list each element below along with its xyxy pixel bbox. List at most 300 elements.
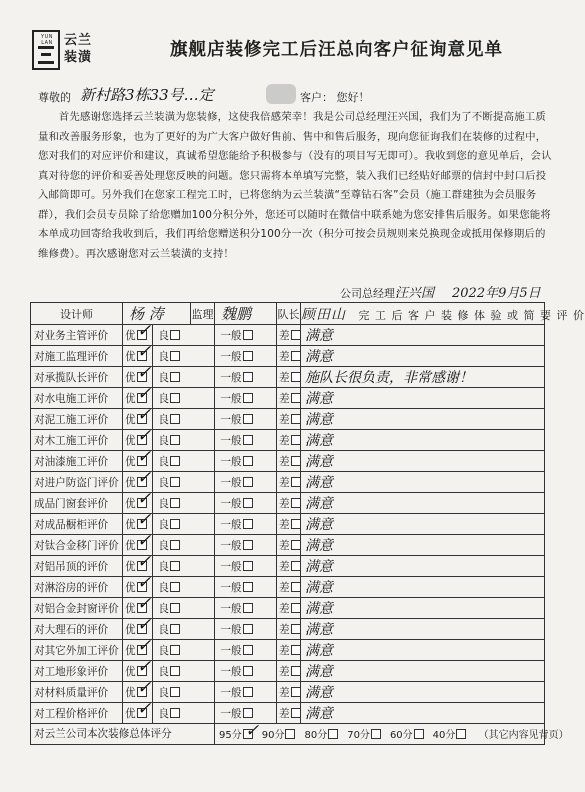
checkbox-bad[interactable] bbox=[291, 624, 301, 634]
option-normal[interactable] bbox=[215, 514, 277, 535]
checkbox-fine[interactable] bbox=[170, 645, 180, 655]
option-normal[interactable] bbox=[215, 598, 277, 619]
checkmark-icon: ✓ bbox=[137, 573, 152, 593]
checkbox-bad[interactable] bbox=[291, 540, 301, 550]
evaluation-row bbox=[31, 661, 545, 682]
checkbox-bad[interactable] bbox=[291, 498, 301, 508]
checkbox-normal[interactable] bbox=[243, 645, 253, 655]
option-good-label: 优 bbox=[125, 707, 136, 720]
option-bad[interactable] bbox=[277, 514, 301, 535]
option-fine-label: 良 bbox=[158, 413, 169, 426]
checkbox-normal[interactable] bbox=[243, 351, 253, 361]
checkbox-fine[interactable] bbox=[170, 603, 180, 613]
checkbox-fine[interactable] bbox=[170, 435, 180, 445]
score-option[interactable] bbox=[304, 730, 338, 741]
row-remark[interactable]: 施队长很负责，非常感谢！ bbox=[301, 367, 545, 388]
row-remark[interactable]: 满意 bbox=[301, 598, 545, 619]
row-remark[interactable]: 满意 bbox=[301, 535, 545, 556]
row-remark[interactable]: 满意 bbox=[301, 325, 545, 346]
option-normal[interactable] bbox=[215, 367, 277, 388]
option-good-label: 优 bbox=[125, 665, 136, 678]
table-header-row bbox=[31, 303, 545, 325]
option-bad[interactable] bbox=[277, 640, 301, 661]
option-normal[interactable] bbox=[215, 451, 277, 472]
score-option-label: 40分 bbox=[432, 730, 456, 742]
option-good-label: 优 bbox=[125, 329, 136, 342]
score-checkbox[interactable] bbox=[328, 729, 338, 739]
option-fine[interactable] bbox=[153, 346, 215, 367]
checkbox-bad[interactable] bbox=[291, 687, 301, 697]
option-normal-label: 一般 bbox=[220, 665, 242, 678]
checkbox-bad[interactable] bbox=[291, 414, 301, 424]
checkbox-fine[interactable] bbox=[170, 561, 180, 571]
checkbox-normal[interactable] bbox=[243, 519, 253, 529]
option-fine[interactable] bbox=[153, 388, 215, 409]
row-label: 对成品橱柜评价 bbox=[31, 514, 123, 535]
option-bad[interactable] bbox=[277, 367, 301, 388]
row-label: 对业务主管评价 bbox=[31, 325, 123, 346]
option-normal-label: 一般 bbox=[220, 371, 242, 384]
checkbox-fine[interactable] bbox=[170, 519, 180, 529]
checkmark-icon: ✓ bbox=[137, 636, 152, 656]
evaluation-row bbox=[31, 346, 545, 367]
option-normal-label: 一般 bbox=[220, 392, 242, 405]
option-good-label: 优 bbox=[125, 392, 136, 405]
score-label: 对云兰公司本次装修总体评分 bbox=[31, 724, 215, 745]
option-normal-label: 一般 bbox=[220, 707, 242, 720]
checkbox-normal[interactable] bbox=[243, 687, 253, 697]
option-bad[interactable] bbox=[277, 682, 301, 703]
checkbox-normal[interactable] bbox=[243, 435, 253, 445]
score-option-label: 90分 bbox=[261, 730, 285, 742]
evaluation-row bbox=[31, 409, 545, 430]
option-good-label: 优 bbox=[125, 497, 136, 510]
row-remark[interactable]: 满意 bbox=[301, 409, 545, 430]
checkbox-fine[interactable] bbox=[170, 393, 180, 403]
option-bad-label: 差 bbox=[279, 623, 290, 636]
checkbox-normal[interactable] bbox=[243, 603, 253, 613]
row-label: 对工程价格评价 bbox=[31, 703, 123, 724]
checkbox-bad[interactable] bbox=[291, 393, 301, 403]
option-bad-label: 差 bbox=[279, 497, 290, 510]
option-bad-label: 差 bbox=[279, 371, 290, 384]
option-normal[interactable] bbox=[215, 472, 277, 493]
option-fine-label: 良 bbox=[158, 623, 169, 636]
score-checkbox[interactable] bbox=[371, 729, 381, 739]
checkbox-bad[interactable] bbox=[291, 330, 301, 340]
option-normal[interactable] bbox=[215, 619, 277, 640]
option-normal[interactable] bbox=[215, 409, 277, 430]
row-label: 对钛合金移门评价 bbox=[31, 535, 123, 556]
option-fine[interactable] bbox=[153, 640, 215, 661]
row-label: 对大理石的评价 bbox=[31, 619, 123, 640]
evaluation-row bbox=[31, 472, 545, 493]
option-bad[interactable] bbox=[277, 493, 301, 514]
option-bad[interactable] bbox=[277, 619, 301, 640]
option-bad-label: 差 bbox=[279, 665, 290, 678]
logo-mark bbox=[32, 30, 60, 70]
evaluation-row bbox=[31, 367, 545, 388]
checkbox-bad[interactable] bbox=[291, 666, 301, 676]
signature-line bbox=[340, 282, 570, 302]
option-bad-label: 差 bbox=[279, 518, 290, 531]
checkmark-icon: ✓ bbox=[137, 678, 152, 698]
checkbox-normal[interactable] bbox=[243, 561, 253, 571]
checkbox-normal[interactable] bbox=[243, 393, 253, 403]
checkbox-fine[interactable] bbox=[170, 540, 180, 550]
logo-brand: 云兰装潢 bbox=[64, 33, 93, 65]
option-fine[interactable] bbox=[153, 451, 215, 472]
redacted-name bbox=[266, 84, 296, 104]
score-option[interactable] bbox=[390, 730, 424, 741]
checkmark-icon: ✓ bbox=[137, 384, 152, 404]
option-normal-label: 一般 bbox=[220, 560, 242, 573]
option-normal-label: 一般 bbox=[220, 434, 242, 447]
checkbox-bad[interactable] bbox=[291, 477, 301, 487]
logo-english: YUN LAN bbox=[41, 34, 53, 46]
checkbox-fine[interactable] bbox=[170, 330, 180, 340]
option-fine[interactable] bbox=[153, 661, 215, 682]
option-bad[interactable] bbox=[277, 472, 301, 493]
checkbox-normal[interactable] bbox=[243, 372, 253, 382]
option-bad[interactable] bbox=[277, 388, 301, 409]
checkmark-icon: ✓ bbox=[137, 363, 152, 383]
letter-body bbox=[38, 108, 554, 264]
checkmark-icon: ✓ bbox=[137, 531, 152, 551]
row-label: 对进户防盗门评价 bbox=[31, 472, 123, 493]
supervisor-label: 监理 bbox=[191, 303, 215, 325]
option-bad-label: 差 bbox=[279, 434, 290, 447]
checkbox-bad[interactable] bbox=[291, 519, 301, 529]
score-option-label: 95分 bbox=[219, 730, 242, 742]
row-label: 对承揽队长评价 bbox=[31, 367, 123, 388]
option-fine[interactable] bbox=[153, 535, 215, 556]
option-fine-label: 良 bbox=[158, 434, 169, 447]
evaluation-row bbox=[31, 703, 545, 724]
company-logo bbox=[32, 30, 106, 70]
score-option[interactable] bbox=[433, 730, 467, 741]
checkbox-fine[interactable] bbox=[170, 666, 180, 676]
row-remark[interactable]: 满意 bbox=[301, 556, 545, 577]
option-good-label: 优 bbox=[125, 539, 136, 552]
designer-label: 设计师 bbox=[31, 303, 123, 325]
row-remark[interactable]: 满意 bbox=[301, 514, 545, 535]
row-label: 对铝合金封窗评价 bbox=[31, 598, 123, 619]
option-bad[interactable] bbox=[277, 577, 301, 598]
row-remark[interactable]: 满意 bbox=[301, 682, 545, 703]
option-good[interactable] bbox=[123, 699, 153, 724]
option-normal[interactable] bbox=[215, 661, 277, 682]
checkmark-icon: ✓ bbox=[137, 342, 152, 362]
option-fine[interactable] bbox=[153, 598, 215, 619]
greeting-line bbox=[38, 84, 558, 108]
checkbox-bad[interactable] bbox=[291, 435, 301, 445]
row-label: 对泥工施工评价 bbox=[31, 409, 123, 430]
option-good-label: 优 bbox=[125, 476, 136, 489]
option-fine-label: 良 bbox=[158, 371, 169, 384]
option-bad-label: 差 bbox=[279, 350, 290, 363]
checkmark-icon: ✓ bbox=[137, 489, 152, 509]
checkmark-icon: ✓ bbox=[137, 510, 152, 530]
option-fine-label: 良 bbox=[158, 518, 169, 531]
evaluation-row bbox=[31, 430, 545, 451]
checkmark-icon: ✓ bbox=[137, 468, 152, 488]
checkbox-normal[interactable] bbox=[243, 498, 253, 508]
option-bad-label: 差 bbox=[279, 644, 290, 657]
evaluation-row bbox=[31, 388, 545, 409]
supervisor-value[interactable]: 魏鹏 bbox=[215, 303, 277, 325]
option-bad-label: 差 bbox=[279, 560, 290, 573]
row-label: 对水电施工评价 bbox=[31, 388, 123, 409]
checkbox-normal[interactable] bbox=[243, 477, 253, 487]
option-normal-label: 一般 bbox=[220, 518, 242, 531]
option-fine-label: 良 bbox=[158, 560, 169, 573]
option-good-label: 优 bbox=[125, 455, 136, 468]
option-normal[interactable] bbox=[215, 325, 277, 346]
option-good-label: 优 bbox=[125, 350, 136, 363]
option-bad[interactable] bbox=[277, 325, 301, 346]
checkbox-fine[interactable] bbox=[170, 624, 180, 634]
evaluation-row bbox=[31, 577, 545, 598]
option-fine-label: 良 bbox=[158, 350, 169, 363]
option-normal-label: 一般 bbox=[220, 476, 242, 489]
checkbox-normal[interactable] bbox=[243, 624, 253, 634]
checkbox-bad[interactable] bbox=[291, 372, 301, 382]
option-bad-label: 差 bbox=[279, 686, 290, 699]
option-fine[interactable] bbox=[153, 493, 215, 514]
score-option-label: 60分 bbox=[389, 730, 413, 742]
checkbox-fine[interactable] bbox=[170, 498, 180, 508]
option-normal-label: 一般 bbox=[220, 497, 242, 510]
checkmark-icon: ✓ bbox=[137, 552, 152, 572]
option-normal[interactable] bbox=[215, 682, 277, 703]
option-normal[interactable] bbox=[215, 556, 277, 577]
evaluation-row bbox=[31, 325, 545, 346]
option-fine[interactable] bbox=[153, 577, 215, 598]
option-normal[interactable] bbox=[215, 346, 277, 367]
option-fine[interactable] bbox=[153, 472, 215, 493]
option-fine-label: 良 bbox=[158, 539, 169, 552]
score-option-label: 80分 bbox=[304, 730, 328, 742]
checkbox-normal[interactable] bbox=[243, 540, 253, 550]
checkbox-normal[interactable] bbox=[243, 330, 253, 340]
checkbox-fine[interactable] bbox=[170, 477, 180, 487]
option-bad[interactable] bbox=[277, 451, 301, 472]
row-label: 对铝吊顶的评价 bbox=[31, 556, 123, 577]
experience-label: 完 工 后 客 户 装 修 体 验 或 简 要 评 价 bbox=[358, 308, 585, 322]
checkbox-fine[interactable] bbox=[170, 372, 180, 382]
checkbox-bad[interactable] bbox=[291, 582, 301, 592]
checkbox-fine[interactable] bbox=[170, 708, 180, 718]
evaluation-row bbox=[31, 640, 545, 661]
checkbox-normal[interactable] bbox=[243, 414, 253, 424]
checkmark-icon: ✓ bbox=[137, 615, 152, 635]
option-good-label: 优 bbox=[125, 371, 136, 384]
option-good-label: 优 bbox=[125, 644, 136, 657]
option-bad-label: 差 bbox=[279, 707, 290, 720]
option-bad-label: 差 bbox=[279, 602, 290, 615]
option-normal-label: 一般 bbox=[220, 644, 242, 657]
row-remark[interactable]: 满意 bbox=[301, 493, 545, 514]
option-normal-label: 一般 bbox=[220, 350, 242, 363]
letter-paragraph: 首先感谢您选择云兰装潢为您装修，这使我倍感荣幸！我是公司总经理汪兴国，我们为了不断提高施工质量和改善服务形象，也为了更好的为广大客户做好售前、售中和售后服务，现向您征询我们在装修的过程中，您对我们的对应评价和建议，真诚希望您能给予积极参与（没有的项目写无即可）。我收到您的意见单后，会认真对待您的评价和妥善处理您反映的问题。您只需将本单填写完整，装入我们已经贴好邮票的信封中封口后投入邮筒即可。另外我们在您家工程完工时，已将您纳为云兰装潢“至尊钻石客”会员（施工群建独为会员服务群），我们会员专员除了给您赠加100分积分外，您还可以随时在微信中联系她为您安排售后服务。如果您能将本单成功回寄给我收到后，我们再给您赠送积分100分一次（积分可按会员规则来兑换现金或抵用保修期后的维修费）。再次感谢您对云兰装潢的支持！ bbox=[38, 111, 552, 260]
option-fine-label: 良 bbox=[158, 686, 169, 699]
option-normal[interactable] bbox=[215, 535, 277, 556]
evaluation-row bbox=[31, 619, 545, 640]
option-good-label: 优 bbox=[125, 581, 136, 594]
signature-date: 2022年9月5日 bbox=[452, 286, 541, 301]
checkmark-icon: ✓ bbox=[137, 426, 152, 446]
option-fine[interactable] bbox=[153, 556, 215, 577]
option-good-label: 优 bbox=[125, 602, 136, 615]
option-normal-label: 一般 bbox=[220, 686, 242, 699]
option-bad-label: 差 bbox=[279, 581, 290, 594]
designer-value[interactable]: 杨 涛 bbox=[123, 303, 191, 325]
score-option-label: 70分 bbox=[347, 730, 370, 742]
option-good-label: 优 bbox=[125, 413, 136, 426]
checkbox-fine[interactable] bbox=[170, 456, 180, 466]
checkbox-bad[interactable] bbox=[291, 645, 301, 655]
experience-header bbox=[301, 303, 585, 325]
option-bad-label: 差 bbox=[279, 329, 290, 342]
option-fine[interactable] bbox=[153, 619, 215, 640]
option-fine-label: 良 bbox=[158, 665, 169, 678]
checkbox-fine[interactable] bbox=[170, 351, 180, 361]
option-fine[interactable] bbox=[153, 514, 215, 535]
signature-name: 汪兴国 bbox=[395, 286, 435, 301]
option-bad[interactable] bbox=[277, 409, 301, 430]
row-label: 对淋浴房的评价 bbox=[31, 577, 123, 598]
checkmark-icon: ✓ bbox=[137, 594, 152, 614]
row-remark[interactable]: 满意 bbox=[301, 472, 545, 493]
option-fine-label: 良 bbox=[158, 581, 169, 594]
option-bad[interactable] bbox=[277, 430, 301, 451]
row-label: 对其它外加工评价 bbox=[31, 640, 123, 661]
greeting-suffix: 客户： 您好！ bbox=[300, 91, 370, 104]
checkbox-normal[interactable] bbox=[243, 666, 253, 676]
option-fine-label: 良 bbox=[158, 644, 169, 657]
option-bad-label: 差 bbox=[279, 539, 290, 552]
option-normal[interactable] bbox=[215, 640, 277, 661]
row-remark[interactable]: 满意 bbox=[301, 661, 545, 682]
foreman-value[interactable]: 顾田山 bbox=[301, 306, 347, 323]
row-label: 对油漆施工评价 bbox=[31, 451, 123, 472]
signature-label: 公司总经理： bbox=[340, 287, 406, 300]
foreman-label: 队长 bbox=[277, 303, 301, 325]
score-checkbox[interactable] bbox=[414, 729, 424, 739]
checkbox-bad[interactable] bbox=[291, 456, 301, 466]
option-bad[interactable] bbox=[277, 346, 301, 367]
option-bad[interactable] bbox=[277, 556, 301, 577]
checkbox-normal[interactable] bbox=[243, 456, 253, 466]
score-checkbox[interactable] bbox=[285, 729, 295, 739]
option-fine-label: 良 bbox=[158, 497, 169, 510]
option-bad-label: 差 bbox=[279, 392, 290, 405]
form-title: 旗舰店装修完工后汪总向客户征询意见单 bbox=[170, 40, 503, 60]
option-normal-label: 一般 bbox=[220, 623, 242, 636]
row-label: 对施工监理评价 bbox=[31, 346, 123, 367]
checkbox-bad[interactable] bbox=[291, 708, 301, 718]
option-normal-label: 一般 bbox=[220, 455, 242, 468]
evaluation-row bbox=[31, 598, 545, 619]
option-normal-label: 一般 bbox=[220, 602, 242, 615]
option-fine-label: 良 bbox=[158, 455, 169, 468]
checkbox-fine[interactable] bbox=[170, 582, 180, 592]
option-bad[interactable] bbox=[277, 598, 301, 619]
row-remark[interactable]: 满意 bbox=[301, 451, 545, 472]
option-normal-label: 一般 bbox=[220, 413, 242, 426]
option-bad-label: 差 bbox=[279, 455, 290, 468]
row-remark[interactable]: 满意 bbox=[301, 640, 545, 661]
evaluation-table bbox=[30, 302, 585, 745]
checkbox-fine[interactable] bbox=[170, 414, 180, 424]
checkmark-icon: ✓ bbox=[137, 447, 152, 467]
row-remark[interactable]: 满意 bbox=[301, 619, 545, 640]
checkbox-normal[interactable] bbox=[243, 708, 253, 718]
evaluation-row bbox=[31, 514, 545, 535]
evaluation-row bbox=[31, 493, 545, 514]
option-fine[interactable] bbox=[153, 682, 215, 703]
option-bad[interactable] bbox=[277, 535, 301, 556]
option-good-label: 优 bbox=[125, 434, 136, 447]
score-checkmark-icon: ✓ bbox=[245, 721, 260, 741]
checkmark-icon: ✓ bbox=[137, 657, 152, 677]
checkmark-icon: ✓ bbox=[137, 405, 152, 425]
score-options bbox=[215, 721, 569, 745]
row-remark[interactable]: 满意 bbox=[301, 430, 545, 451]
option-bad[interactable] bbox=[277, 661, 301, 682]
score-option[interactable] bbox=[262, 730, 296, 741]
checkbox-bad[interactable] bbox=[291, 561, 301, 571]
option-normal[interactable] bbox=[215, 430, 277, 451]
checkbox-fine[interactable] bbox=[170, 687, 180, 697]
row-remark[interactable]: 满意 bbox=[301, 577, 545, 598]
option-good-label: 优 bbox=[125, 560, 136, 573]
option-fine-label: 良 bbox=[158, 602, 169, 615]
option-normal-label: 一般 bbox=[220, 329, 242, 342]
option-fine[interactable] bbox=[153, 367, 215, 388]
option-bad[interactable] bbox=[277, 703, 301, 724]
row-remark[interactable]: 满意 bbox=[301, 703, 545, 724]
row-remark[interactable]: 满意 bbox=[301, 346, 545, 367]
option-normal-label: 一般 bbox=[220, 581, 242, 594]
checkbox-bad[interactable] bbox=[291, 351, 301, 361]
checkbox-normal[interactable] bbox=[243, 582, 253, 592]
checkmark-icon: ✓ bbox=[137, 321, 152, 341]
option-fine[interactable] bbox=[153, 325, 215, 346]
option-fine[interactable] bbox=[153, 703, 215, 724]
score-note: （其它内容见背页） bbox=[478, 730, 569, 742]
option-fine[interactable] bbox=[153, 430, 215, 451]
option-good-label: 优 bbox=[125, 686, 136, 699]
score-checkbox[interactable] bbox=[456, 729, 466, 739]
option-bad-label: 差 bbox=[279, 413, 290, 426]
score-option[interactable] bbox=[347, 730, 381, 741]
checkbox-bad[interactable] bbox=[291, 603, 301, 613]
option-normal-label: 一般 bbox=[220, 539, 242, 552]
evaluation-row bbox=[31, 535, 545, 556]
option-good-label: 优 bbox=[125, 623, 136, 636]
option-normal[interactable] bbox=[215, 388, 277, 409]
option-good-label: 优 bbox=[125, 518, 136, 531]
option-normal[interactable] bbox=[215, 577, 277, 598]
score-row bbox=[31, 724, 545, 745]
row-remark[interactable]: 满意 bbox=[301, 388, 545, 409]
option-normal[interactable] bbox=[215, 493, 277, 514]
option-bad-label: 差 bbox=[279, 476, 290, 489]
option-fine-label: 良 bbox=[158, 707, 169, 720]
option-fine[interactable] bbox=[153, 409, 215, 430]
